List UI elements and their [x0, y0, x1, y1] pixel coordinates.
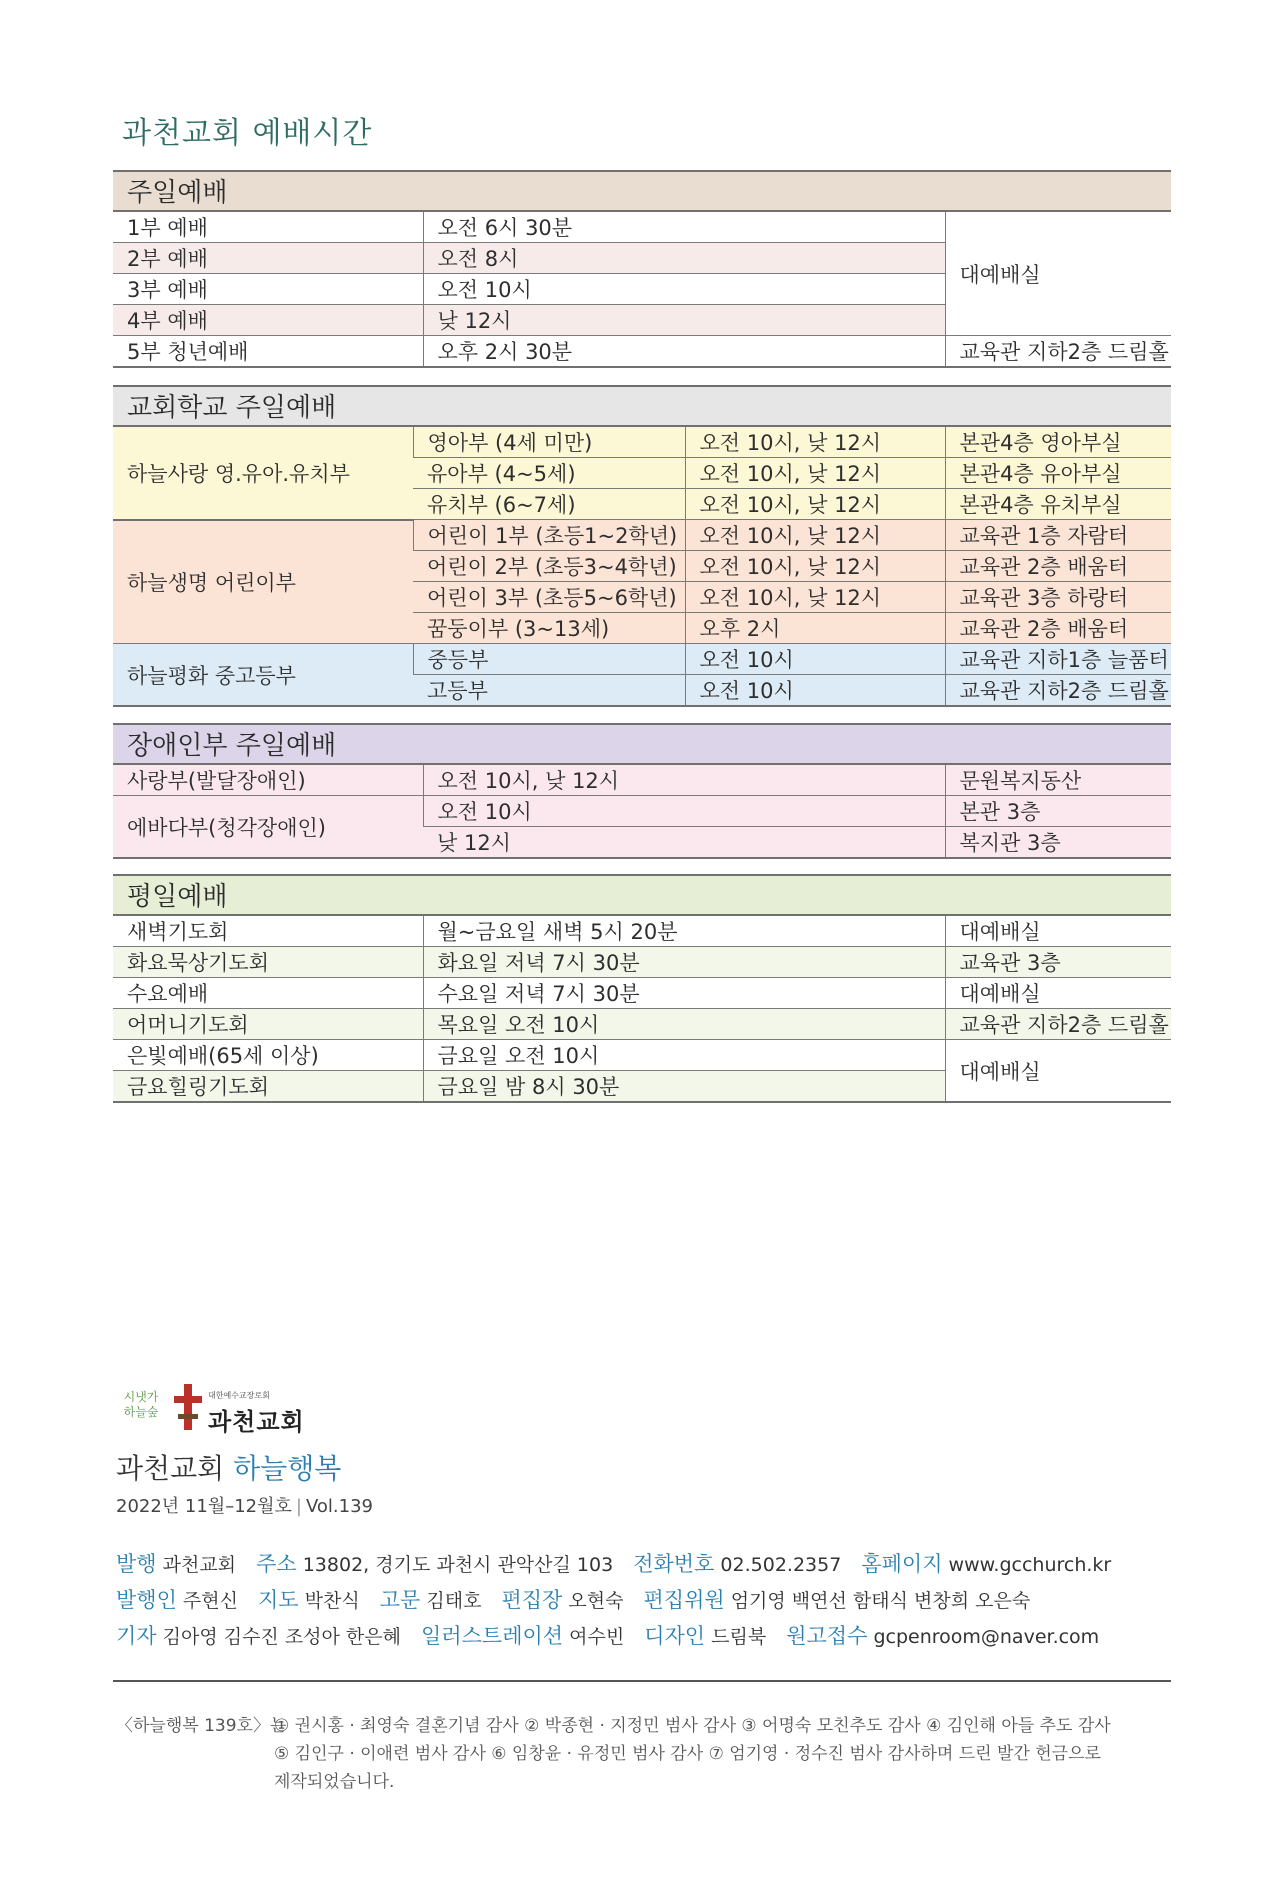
service-time: 화요일 저녁 7시 30분 [423, 947, 945, 978]
credits-line-2 [116, 1584, 1176, 1614]
dept-place: 본관4층 유치부실 [945, 489, 1171, 520]
credit-key: 기자 [116, 1624, 157, 1648]
thanks-line: 제작되었습니다. [274, 1772, 395, 1792]
sunday-table [113, 212, 1171, 368]
service-time: 금요일 오전 10시 [423, 1040, 945, 1071]
table-row [113, 336, 1171, 368]
service-place: 교육관 지하2층 드림홀 [945, 336, 1171, 368]
issue-info [116, 1492, 373, 1518]
service-name: 어머니기도회 [113, 1009, 423, 1040]
group-name: 하늘사랑 영.유아.유치부 [113, 427, 413, 520]
dept-time: 오전 10시, 낮 12시 [685, 458, 945, 489]
table-row [113, 644, 1171, 675]
dept-time: 낮 12시 [423, 827, 945, 859]
dept-place: 교육관 지하1층 늘품터 [945, 644, 1171, 675]
weekday-section [113, 874, 1171, 1103]
table-row [113, 796, 1171, 827]
dept-place: 본관4층 영아부실 [945, 427, 1171, 458]
dept-name: 고등부 [413, 675, 685, 707]
disabled-section [113, 723, 1171, 859]
credit-key: 발행 [116, 1552, 157, 1576]
credit-value: 13802, 경기도 과천시 관악산길 103 [302, 1554, 614, 1576]
table-row [113, 916, 1171, 947]
logo-name: 과천교회 [208, 1408, 305, 1436]
credit-value: 여수빈 [569, 1626, 625, 1648]
page-title: 과천교회 예배시간 [122, 116, 373, 151]
thanks-line: ⑤ 김인구 · 이애련 범사 감사 ⑥ 임창윤 · 유정민 범사 감사 ⑦ 엄기영 · 정수진 범사 감사하며 드린 발간 헌금으로 [274, 1744, 1101, 1764]
dept-time: 오전 10시 [685, 675, 945, 707]
service-name: 5부 청년예배 [113, 336, 423, 368]
service-time: 금요일 밤 8시 30분 [423, 1071, 945, 1103]
dept-name: 유아부 (4~5세) [413, 458, 685, 489]
dept-place: 본관 3층 [945, 796, 1171, 827]
logo-denomination: 대한예수교장로회 [208, 1391, 270, 1400]
service-place: 교육관 지하2층 드림홀 [945, 1009, 1171, 1040]
table-row [113, 427, 1171, 458]
credit-key: 원고접수 [786, 1624, 868, 1648]
service-name: 수요예배 [113, 978, 423, 1009]
service-time: 오전 8시 [423, 243, 945, 274]
dept-name: 사랑부(발달장애인) [113, 765, 423, 796]
sunday-section [113, 170, 1171, 368]
disabled-table [113, 765, 1171, 859]
credit-key: 편집위원 [643, 1588, 725, 1612]
school-header: 교회학교 주일예배 [113, 385, 1171, 427]
dept-place: 복지관 3층 [945, 827, 1171, 859]
service-name: 1부 예배 [113, 212, 423, 243]
disabled-header: 장애인부 주일예배 [113, 723, 1171, 765]
service-name: 금요힐링기도회 [113, 1071, 423, 1103]
table-row [113, 520, 1171, 551]
service-name: 새벽기도회 [113, 916, 423, 947]
dept-name: 유치부 (6~7세) [413, 489, 685, 520]
dept-time: 오전 10시 [423, 796, 945, 827]
thanks-label: 〈하늘행복 139호〉는 [116, 1716, 287, 1736]
table-row [113, 212, 1171, 243]
credit-value: 과천교회 [162, 1554, 237, 1576]
credit-key: 전화번호 [633, 1552, 715, 1576]
table-row [113, 1040, 1171, 1071]
service-time: 목요일 오전 10시 [423, 1009, 945, 1040]
magazine-name: 하늘행복 [233, 1452, 342, 1485]
dept-name: 영아부 (4세 미만) [413, 427, 685, 458]
service-place: 대예배실 [945, 978, 1171, 1009]
issue-date: 2022년 11월–12월호 [116, 1496, 292, 1517]
cross-icon [174, 1384, 202, 1430]
weekday-table [113, 916, 1171, 1103]
credit-key: 디자인 [644, 1624, 706, 1648]
dept-time: 오전 10시, 낮 12시 [685, 489, 945, 520]
service-name: 화요묵상기도회 [113, 947, 423, 978]
service-name: 은빛예배(65세 이상) [113, 1040, 423, 1071]
credit-value: 02.502.2357 [720, 1554, 842, 1576]
credit-key: 주소 [256, 1552, 297, 1576]
sunday-header: 주일예배 [113, 170, 1171, 212]
group-name: 하늘생명 어린이부 [113, 520, 413, 644]
service-name: 4부 예배 [113, 305, 423, 336]
credits-line-3 [116, 1620, 1176, 1650]
dept-time: 오전 10시, 낮 12시 [685, 427, 945, 458]
credit-key: 고문 [379, 1588, 421, 1612]
website-link[interactable]: www.gcchurch.kr [948, 1554, 1112, 1576]
credit-value: 박찬식 [304, 1590, 360, 1612]
table-row [113, 765, 1171, 796]
dept-time: 오전 10시, 낮 12시 [685, 520, 945, 551]
service-time: 수요일 저녁 7시 30분 [423, 978, 945, 1009]
footer-divider [113, 1680, 1171, 1682]
dept-place: 교육관 3층 하랑터 [945, 582, 1171, 613]
dept-place: 교육관 2층 배움터 [945, 551, 1171, 582]
credit-value: 주현신 [182, 1590, 238, 1612]
credits-line-1 [116, 1548, 1176, 1578]
credit-key: 편집장 [501, 1588, 563, 1612]
group-name: 하늘평화 중고등부 [113, 644, 413, 707]
dept-place: 교육관 지하2층 드림홀 [945, 675, 1171, 707]
credit-value: 엄기영 백연선 함태식 변창희 오은숙 [730, 1590, 1031, 1612]
table-row [113, 978, 1171, 1009]
service-place: 대예배실 [945, 916, 1171, 947]
thanks-line: ① 권시홍 · 최영숙 결혼기념 감사 ② 박종현 · 지정민 범사 감사 ③ 어명숙 모친추도 감사 ④ 김인해 아들 추도 감사 [274, 1716, 1111, 1736]
credit-key: 홈페이지 [861, 1552, 943, 1576]
dept-time: 오전 10시, 낮 12시 [423, 765, 945, 796]
dept-place: 교육관 1층 자람터 [945, 520, 1171, 551]
issue-volume: Vol.139 [305, 1496, 373, 1517]
dept-place: 문원복지동산 [945, 765, 1171, 796]
issue-separator: | [295, 1496, 302, 1517]
credit-key: 일러스트레이션 [421, 1624, 564, 1648]
dept-name: 어린이 3부 (초등5~6학년) [413, 582, 685, 613]
credit-value: 오현숙 [568, 1590, 624, 1612]
dept-name: 에바다부(청각장애인) [113, 796, 423, 859]
dept-time: 오전 10시, 낮 12시 [685, 551, 945, 582]
service-name: 3부 예배 [113, 274, 423, 305]
weekday-header: 평일예배 [113, 874, 1171, 916]
dept-place: 본관4층 유아부실 [945, 458, 1171, 489]
service-time: 오후 2시 30분 [423, 336, 945, 368]
service-place: 대예배실 [945, 1040, 1171, 1103]
dept-name: 어린이 1부 (초등1~2학년) [413, 520, 685, 551]
magazine-prefix: 과천교회 [116, 1452, 225, 1485]
dept-time: 오전 10시, 낮 12시 [685, 582, 945, 613]
table-row [113, 947, 1171, 978]
service-time: 낮 12시 [423, 305, 945, 336]
dept-place: 교육관 2층 배움터 [945, 613, 1171, 644]
magazine-title [116, 1447, 341, 1487]
logo-slogan: 시냇가 하늘숲 [123, 1390, 159, 1419]
service-place: 대예배실 [945, 212, 1171, 336]
dept-name: 어린이 2부 (초등3~4학년) [413, 551, 685, 582]
credit-value: 드림북 [711, 1626, 767, 1648]
service-name: 2부 예배 [113, 243, 423, 274]
credit-value: 김태호 [426, 1590, 482, 1612]
table-row [113, 1009, 1171, 1040]
dept-name: 중등부 [413, 644, 685, 675]
credit-key: 발행인 [116, 1588, 177, 1612]
credit-value: 김아영 김수진 조성아 한은혜 [162, 1626, 401, 1648]
service-place: 교육관 3층 [945, 947, 1171, 978]
dept-name: 꿈둥이부 (3~13세) [413, 613, 685, 644]
school-section [113, 385, 1171, 707]
church-logo [116, 1384, 326, 1436]
email-link[interactable]: gcpenroom@naver.com [873, 1626, 1100, 1648]
service-time: 오전 10시 [423, 274, 945, 305]
service-time: 오전 6시 30분 [423, 212, 945, 243]
dept-time: 오후 2시 [685, 613, 945, 644]
dept-time: 오전 10시 [685, 644, 945, 675]
school-table [113, 427, 1171, 707]
credit-key: 지도 [258, 1588, 299, 1612]
service-time: 월~금요일 새벽 5시 20분 [423, 916, 945, 947]
